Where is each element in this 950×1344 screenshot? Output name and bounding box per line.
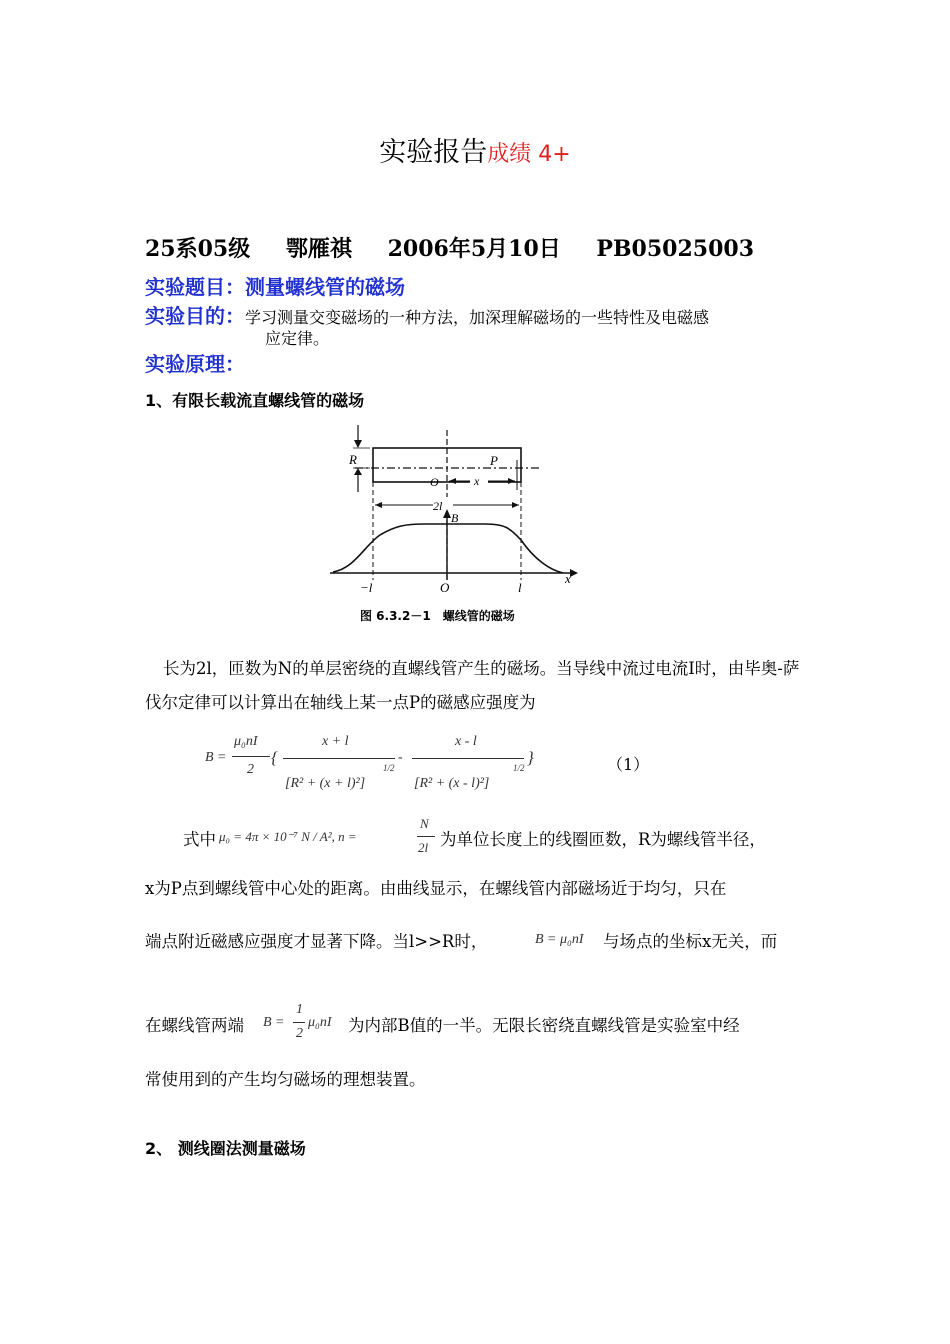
eq-close-brace: } <box>527 748 534 767</box>
page-title <box>0 130 950 169</box>
p3-rest: 为内部B值的一半。无限长密绕直螺线管是实验室中经 <box>348 1016 740 1035</box>
paragraph-1: 长为2l，匝数为N的单层密绕的直螺线管产生的磁场。当导线中流过电流I时，由毕奥-萨伐尔定律可以计算出在轴线上某一点P的磁感应强度为 <box>145 659 800 712</box>
label-2l: 2l <box>433 499 443 513</box>
eq-num1: x + l <box>322 734 349 749</box>
eq-lhs: B = <box>205 750 227 765</box>
eq-exp2: 1/2 <box>513 763 525 773</box>
paragraph-2-line3a: 端点附近磁感应强度才显著下降。当l>>R时， <box>145 932 488 951</box>
label-O-top: O <box>430 475 439 489</box>
grade-annotation: 成绩 4+ <box>487 142 571 167</box>
field-curve <box>333 524 563 573</box>
label-B: B <box>451 511 459 525</box>
p3-half-num: 1 <box>296 1002 303 1017</box>
p3-half-den: 2 <box>296 1026 303 1041</box>
paragraph-2-line2: x为P点到螺线管中心处的距离。由曲线显示，在螺线管内部磁场近于均匀，只在 <box>145 879 727 898</box>
p2-mu-def: μ₀ = 4π × 10⁻⁷ N / A², n = <box>219 829 357 844</box>
subsection-heading-2: 2、 测线圈法测量磁场 <box>145 1139 306 1158</box>
purpose-row <box>145 300 709 329</box>
paragraph-2-line3b: 与场点的坐标x无关，而 <box>603 932 778 951</box>
p3-math-lhs: B = <box>263 1015 285 1030</box>
report-title: 实验报告 <box>379 137 488 168</box>
label-P: P <box>490 453 498 468</box>
eq-num2: x - l <box>455 734 477 749</box>
figure-caption: 图 6.3.2－1 螺线管的磁场 <box>360 609 515 623</box>
paragraph-2-line3-math: B = μ₀nI <box>535 932 584 947</box>
eq-exp1: 1/2 <box>383 763 395 773</box>
label-minus-l: −l <box>360 580 373 595</box>
p2-lead: 式中 <box>183 830 216 849</box>
purpose-text-line2: 应定律。 <box>265 329 330 348</box>
eq-coef-den: 2 <box>247 762 254 777</box>
subsection-heading-1: 1、有限长载流直螺线管的磁场 <box>145 391 365 410</box>
equation-1 <box>0 728 950 798</box>
eq-coef-num: μ₀nI <box>234 734 258 749</box>
solenoid-figure <box>325 420 595 630</box>
topic-row <box>145 271 405 300</box>
topic-label: 实验题目： <box>145 275 245 299</box>
p2-n-den: 2l <box>418 840 429 855</box>
principle-label: 实验原理： <box>145 352 245 376</box>
label-x-axis: x <box>565 571 571 586</box>
purpose-text-line1: 学习测量交变磁场的一种方法，加深理解磁场的一些特性及电磁感 <box>245 308 710 327</box>
paragraph-2-line1 <box>0 814 950 864</box>
student-id: PB05025003 <box>596 236 755 262</box>
label-l-axis: l <box>518 580 522 595</box>
eq-open-brace: { <box>271 748 278 767</box>
author-name: 鄂雁祺 <box>285 236 352 262</box>
topic-text: 测量螺线管的磁场 <box>245 275 405 299</box>
p2-n-num: N <box>420 816 429 831</box>
eq-minus: - <box>398 750 403 765</box>
eq-den2: [R² + (x - l)²] <box>414 776 490 791</box>
author-line <box>145 232 754 263</box>
p3-math-rhs: μ₀nI <box>308 1015 332 1030</box>
paragraph-3-line2: 常使用到的产生均匀磁场的理想装置。 <box>145 1070 426 1089</box>
purpose-label: 实验目的： <box>145 304 245 328</box>
p3-lead: 在螺线管两端 <box>145 1016 244 1035</box>
eq-number: （1） <box>607 755 650 774</box>
eq-den1: [R² + (x + l)²] <box>285 776 366 791</box>
class-label: 25系05级 <box>145 236 251 262</box>
label-x-top: x <box>474 474 480 488</box>
label-R: R <box>349 452 357 467</box>
report-date: 2006年5月10日 <box>387 236 561 262</box>
paragraph-3-line1 <box>0 1000 950 1050</box>
label-O-axis: O <box>440 580 450 595</box>
p2-rest: 为单位长度上的线圈匝数，R为螺线管半径， <box>440 830 766 849</box>
